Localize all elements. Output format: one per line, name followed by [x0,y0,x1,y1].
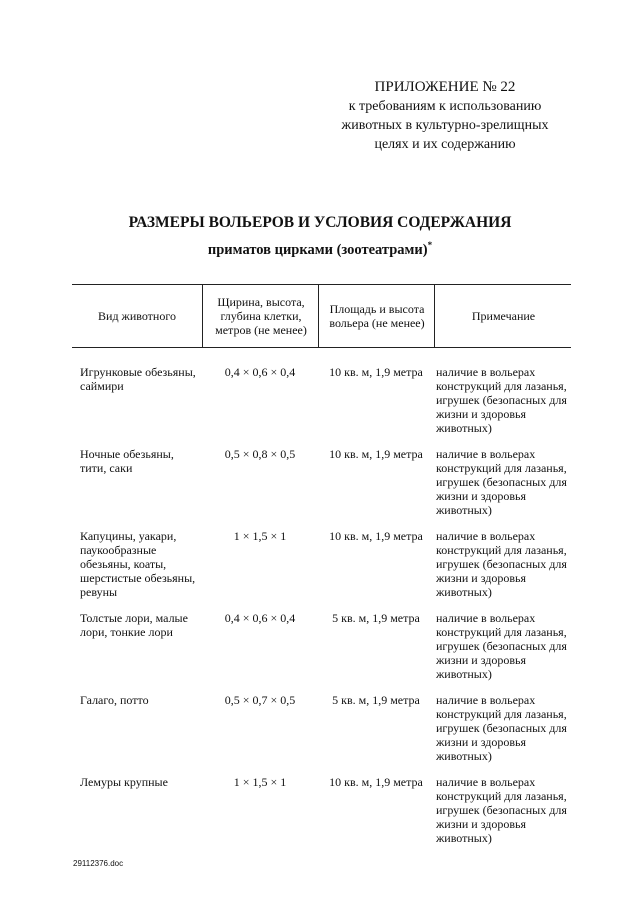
appendix-number: ПРИЛОЖЕНИЕ № 22 [374,79,516,95]
header-species: Вид животного [98,309,176,323]
cell-species: Игрунковые обезьяны, саймири [80,365,196,393]
header-enclosure-area: Площадь и высота вольера (не менее) [318,285,435,347]
cell-enclosure-area: 5 кв. м, 1,9 метра [332,611,420,625]
table-row [72,611,571,693]
appendix-line-3: целях и их содержанию [374,137,516,152]
cell-species: Толстые лори, малые лори, тонкие лори [80,611,188,639]
appendix-line-2: животных в культурно-зрелищных [341,118,549,133]
table-row [72,693,571,775]
cell-note: наличие в вольерах конструкций для лазанья, игрушек (безопасных для жизни и здоровья животных) [436,529,567,599]
cell-note: наличие в вольерах конструкций для лазанья, игрушек (безопасных для жизни и здоровья животных) [436,447,567,517]
enclosure-table [72,284,571,857]
title-main: РАЗМЕРЫ ВОЛЬЕРОВ И УСЛОВИЯ СОДЕРЖАНИЯ [128,214,512,231]
appendix-header [300,78,590,154]
table-body [72,348,571,857]
cell-note: наличие в вольерах конструкций для лазанья, игрушек (безопасных для жизни и здоровья животных) [436,693,567,763]
header-cage-size: Щирина, высота, глубина клетки, метров (не менее) [202,285,319,347]
cell-enclosure-area: 10 кв. м, 1,9 метра [329,775,423,789]
table-row [72,447,571,529]
cell-cage-size: 0,5 × 0,8 × 0,5 [224,447,296,461]
table-row [72,529,571,611]
cell-note: наличие в вольерах конструкций для лазанья, игрушек (безопасных для жизни и здоровья животных) [436,365,567,435]
footnote-mark: * [427,240,433,250]
cell-species: Ночные обезьяны, тити, саки [80,447,174,475]
cell-cage-size: 0,5 × 0,7 × 0,5 [224,693,296,707]
table-header [72,284,571,348]
cell-cage-size: 1 × 1,5 × 1 [233,775,287,789]
cell-species: Галаго, потто [80,693,149,707]
cell-note: наличие в вольерах конструкций для лазанья, игрушек (безопасных для жизни и здоровья животных) [436,775,567,845]
document-id: 29112376.doc [73,859,124,868]
cell-cage-size: 0,4 × 0,6 × 0,4 [224,611,296,625]
cell-species: Капуцины, уакари, паукообразные обезьяны, коаты, шерстистые обезьяны, ревуны [80,529,196,599]
table-row [72,775,571,857]
cell-note: наличие в вольерах конструкций для лазанья, игрушек (безопасных для жизни и здоровья животных) [436,611,567,681]
cell-cage-size: 1 × 1,5 × 1 [233,529,287,543]
cell-enclosure-area: 10 кв. м, 1,9 метра [329,529,423,543]
cell-enclosure-area: 10 кв. м, 1,9 метра [329,447,423,461]
cell-enclosure-area: 5 кв. м, 1,9 метра [332,693,420,707]
cell-enclosure-area: 10 кв. м, 1,9 метра [329,365,423,379]
title-sub [0,234,640,261]
cell-cage-size: 0,4 × 0,6 × 0,4 [224,365,296,379]
document-title [0,212,640,261]
table-row [72,365,571,447]
header-note: Примечание [434,285,572,347]
title-sub-text: приматов цирками (зоотеатрами) [207,241,428,258]
cell-species: Лемуры крупные [80,775,168,789]
appendix-line-1: к требованиям к использованию [348,99,542,114]
